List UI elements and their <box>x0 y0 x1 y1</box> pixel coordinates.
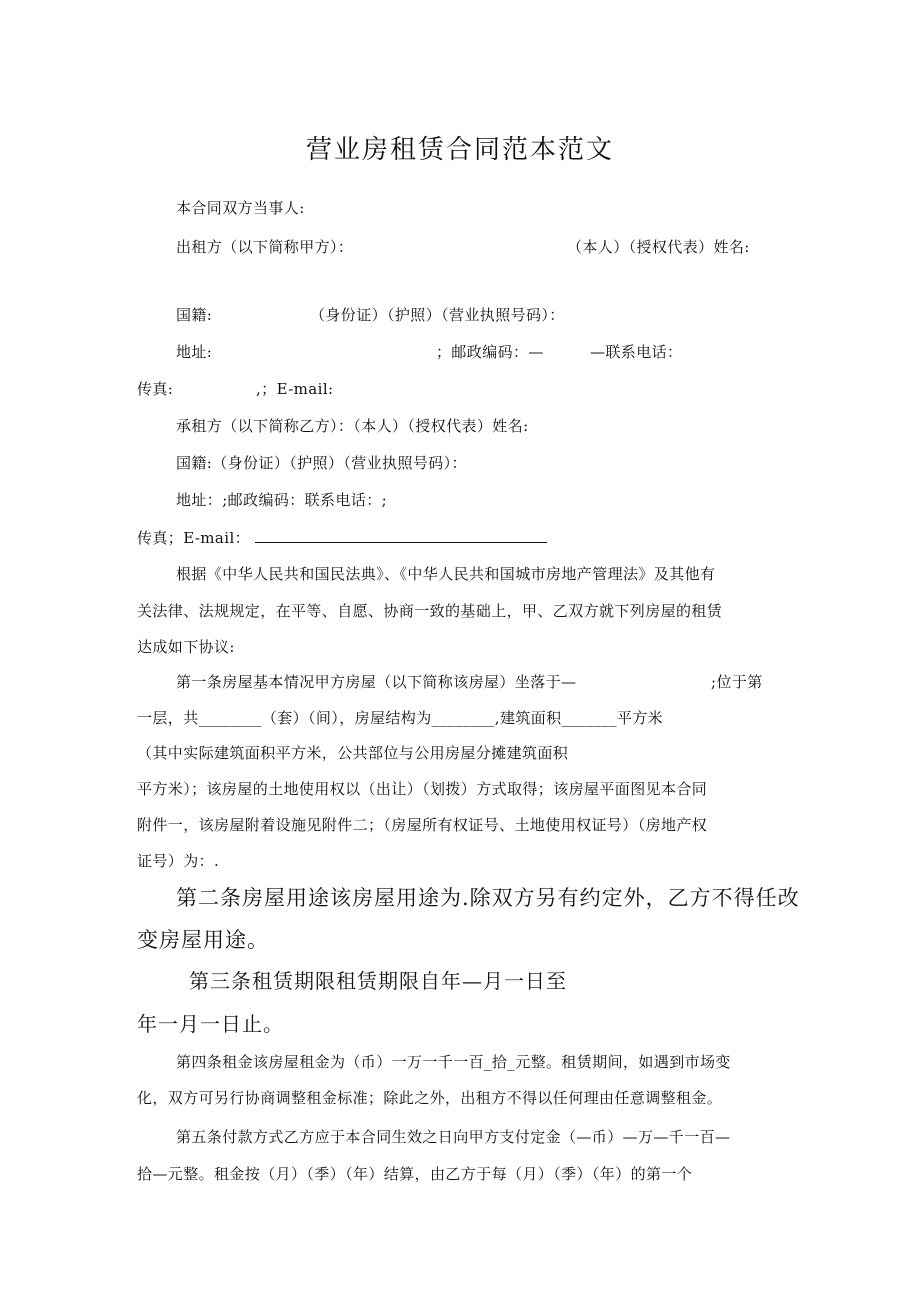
lessor-nationality-label: 国籍: <box>176 306 213 324</box>
email-blank-underline <box>255 527 547 543</box>
lessee-fax-email-label <box>137 527 547 548</box>
lessor-fax-label: 传真: <box>137 380 174 398</box>
document-title: 营业房租赁合同范本范文 <box>305 135 614 165</box>
lessee-fax-email-text: 传真；E-mail： <box>137 529 251 547</box>
article-3-line-2: 年一月一日止。 <box>137 1012 284 1036</box>
article-3-line-1: 第三条租赁期限租赁期限自年—月一日至 <box>189 969 567 993</box>
lessor-email-label: ,；E-mail: <box>256 380 334 398</box>
article-1-line-5: 附件一，该房屋附着设施见附件二；（房屋所有权证号、土地使用权证号）（房地产权 <box>137 816 708 834</box>
article-1-floor-label: ;位于第 <box>711 673 763 691</box>
article-2-line-2: 变房屋用途。 <box>137 928 269 952</box>
article-1-line-4: 平方米）；该房屋的土地使用权以（出让）（划拨）方式取得；该房屋平面图见本合同 <box>137 780 708 798</box>
lessor-name-label: （本人）（授权代表）姓名: <box>567 238 750 256</box>
article-1-line-3: （其中实际建筑面积平方米，公共部位与公用房屋分摊建筑面积 <box>137 744 569 762</box>
lessee-nationality-label: 国籍:（身份证）（护照）（营业执照号码）： <box>176 454 467 472</box>
article-4-line-1: 第四条租金该房屋租金为（币）一万一千一百_拾_元整。租赁期间，如遇到市场变 <box>176 1053 731 1071</box>
lessee-label: 承租方（以下简称乙方）：（本人）（授权代表）姓名: <box>176 417 529 435</box>
lessee-address-label: 地址：;邮政编码：联系电话：; <box>176 491 388 509</box>
article-5-line-1: 第五条付款方式乙方应于本合同生效之日向甲方支付定金（—币）—万—千一百— <box>176 1128 731 1146</box>
lessor-address-label: 地址: <box>176 343 213 361</box>
lessor-id-label: （身份证）（护照）（营业执照号码）： <box>310 306 565 324</box>
preamble-line-1: 根据《中华人民共和国民法典》、《中华人民共和国城市房地产管理法》及其他有 <box>176 565 716 583</box>
article-4-line-2: 化，双方可另行协商调整租金标准；除此之外，出租方不得以任何理由任意调整租金。 <box>137 1089 723 1107</box>
article-2-line-1: 第二条房屋用途该房屋用途为.除双方另有约定外，乙方不得任改 <box>176 886 800 910</box>
lessor-phone-label: —联系电话： <box>590 343 683 361</box>
lessor-postcode-label: ；邮政编码：— <box>436 343 544 361</box>
preamble-line-2: 关法律、法规规定，在平等、自愿、协商一致的基础上，甲、乙双方就下列房屋的租赁 <box>137 602 723 620</box>
article-5-line-2: 拾—元整。租金按（月）（季）（年）结算，由乙方于每（月）（季）（年）的第一个 <box>137 1165 693 1183</box>
preamble-line-3: 达成如下协议: <box>137 638 235 656</box>
parties-intro: 本合同双方当事人: <box>176 199 305 217</box>
lessor-label: 出租方（以下简称甲方）： <box>176 238 354 256</box>
article-1-line-6: 证号）为：. <box>137 852 220 870</box>
article-1-line-2: 一层，共________（套）（间），房屋结构为________,建筑面积_______平方米 <box>137 709 664 727</box>
article-1-line-1: 第一条房屋基本情况甲方房屋（以下简称该房屋）坐落于— <box>176 673 577 691</box>
